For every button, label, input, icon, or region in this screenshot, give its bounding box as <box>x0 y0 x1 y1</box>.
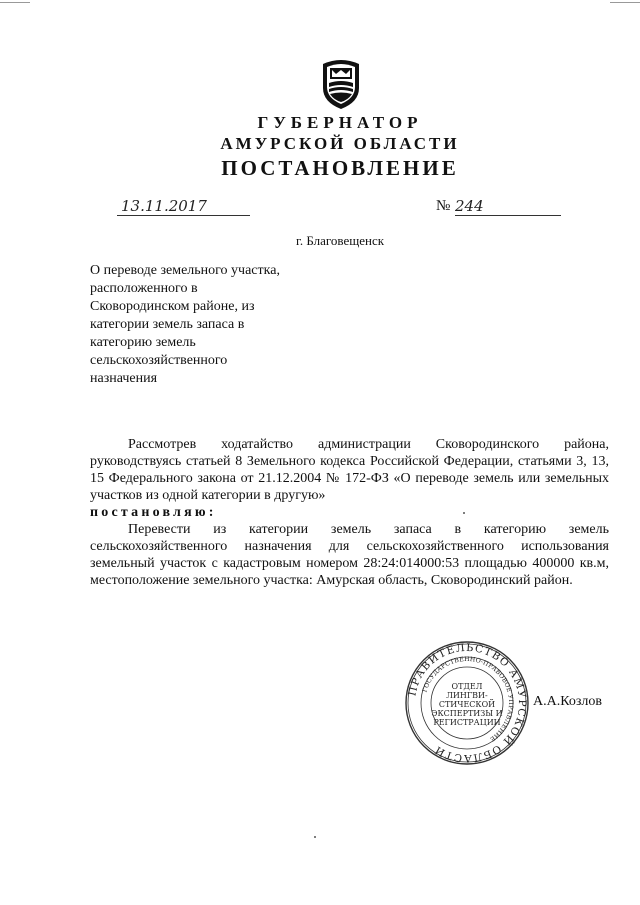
subject-line: назначения <box>90 371 158 386</box>
number-label: № <box>436 198 451 214</box>
issuer-title: ГУБЕРНАТОР <box>257 113 423 132</box>
decree-word: постановляю: <box>90 505 217 520</box>
subject-line: расположенного в <box>90 281 198 296</box>
scan-edge-mark <box>0 2 30 3</box>
signatory-name: А.А.Козлов <box>533 694 602 709</box>
subject-line: категории земель запаса в <box>90 317 245 332</box>
scan-edge-mark <box>610 2 640 3</box>
coat-of-arms-icon <box>318 58 364 110</box>
scan-speck <box>314 836 316 838</box>
subject-line: сельскохозяйственного <box>90 353 228 368</box>
subject-line: О переводе земельного участка, <box>90 263 280 278</box>
stamp-center-line: СТИЧЕСКОЙ <box>438 700 496 709</box>
decision-paragraph: Перевести из категории земель запаса в категорию земель сельскохозяйственного назначения для сельскохозяйственного использования земельный участок с кадастровым номером 28:24:014000:53 площадью 400000 кв.м, местоположение земельного участка: Амурская область, Сковородинский район. <box>90 522 609 588</box>
stamp-center-line: ЛИНГВИ- <box>446 691 488 700</box>
stamp-center <box>404 640 530 766</box>
subject-line: Сковородинском районе, из <box>90 299 255 314</box>
stamp-inner-text: ГОСУДАРСТВЕННО-ПРАВОВОЕ УПРАВЛЕНИЕ <box>421 655 515 743</box>
number-field <box>455 197 561 216</box>
scan-speck <box>463 512 465 514</box>
document-body <box>90 436 609 589</box>
stamp-center-line: ЭКСПЕРТИЗЫ И <box>431 709 503 718</box>
date-field <box>117 197 250 216</box>
document-subject <box>90 262 320 388</box>
issuer-region: АМУРСКОЙ ОБЛАСТИ <box>220 134 460 153</box>
document-date: 13.11.2017 <box>121 197 207 215</box>
document-type-title: ПОСТАНОВЛЕНИЕ <box>221 156 459 180</box>
document-number: 244 <box>455 197 484 215</box>
stamp-center-line: РЕГИСТРАЦИИ <box>433 718 501 727</box>
stamp-center-line: ОТДЕЛ <box>451 682 483 691</box>
subject-line: категорию земель <box>90 335 196 350</box>
issue-city: г. Благовещенск <box>296 233 385 248</box>
preamble-paragraph: Рассмотрев ходатайство администрации Сковородинского района, руководствуясь статьей 8 Земельного кодекса Российской Федерации, статьями 3, 13, 15 Федерального закона от 21.12.2004 № 172-ФЗ «О переводе земель или земельных участков из одной категории в другую» <box>90 437 609 503</box>
stamp-outer-text: ПРАВИТЕЛЬСТВО АМУРСКОЙ ОБЛАСТИ <box>406 641 529 765</box>
